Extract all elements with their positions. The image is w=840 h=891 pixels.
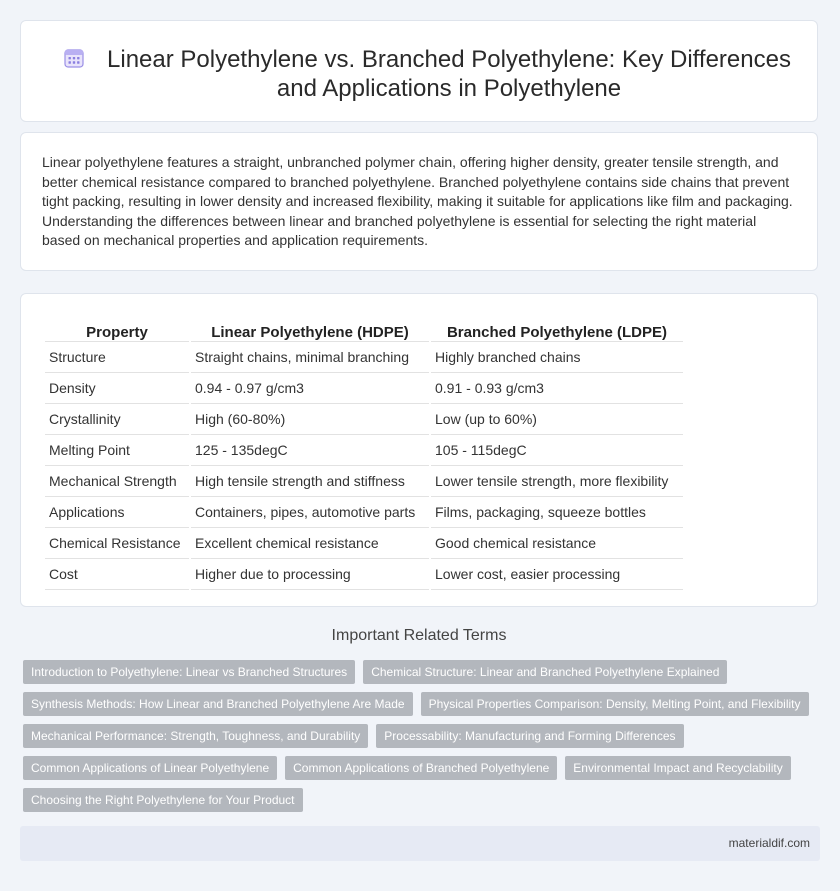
comparison-table <box>43 313 685 590</box>
table-cell: Films, packaging, squeeze bottles <box>431 497 683 528</box>
table-cell: High (60-80%) <box>191 404 429 435</box>
table-row <box>45 528 683 559</box>
table-cell: 105 - 115degC <box>431 435 683 466</box>
table-cell: Mechanical Strength <box>45 466 189 497</box>
related-term-link[interactable]: Physical Properties Comparison: Density, Melting Point, and Flexibility <box>421 692 809 716</box>
related-terms-list <box>23 660 813 812</box>
page-title: Linear Polyethylene vs. Branched Polyethylene: Key Differences and Applications in Polyethylene <box>107 46 791 102</box>
table-cell: Crystallinity <box>45 404 189 435</box>
table-cell: Lower tensile strength, more flexibility <box>431 466 683 497</box>
table-cell: Low (up to 60%) <box>431 404 683 435</box>
table-cell: 0.91 - 0.93 g/cm3 <box>431 373 683 404</box>
related-term-link[interactable]: Common Applications of Linear Polyethylene <box>23 756 277 780</box>
table-row <box>45 497 683 528</box>
related-term-link[interactable]: Processability: Manufacturing and Forming Differences <box>376 724 683 748</box>
calendar-icon <box>63 47 85 69</box>
table-cell: Straight chains, minimal branching <box>191 342 429 373</box>
site-name[interactable]: materialdif.com <box>728 836 810 850</box>
table-row <box>45 559 683 590</box>
table-cell: Structure <box>45 342 189 373</box>
table-cell: High tensile strength and stiffness <box>191 466 429 497</box>
table-cell: Melting Point <box>45 435 189 466</box>
table-row <box>45 435 683 466</box>
table-cell: Lower cost, easier processing <box>431 559 683 590</box>
header-linear: Linear Polyethylene (HDPE) <box>191 313 429 342</box>
title-card <box>20 20 818 122</box>
table-cell: Good chemical resistance <box>431 528 683 559</box>
table-cell: Density <box>45 373 189 404</box>
related-term-link[interactable]: Environmental Impact and Recyclability <box>565 756 790 780</box>
header-branched: Branched Polyethylene (LDPE) <box>431 313 683 342</box>
related-term-link[interactable]: Synthesis Methods: How Linear and Branched Polyethylene Are Made <box>23 692 413 716</box>
table-row <box>45 373 683 404</box>
comparison-table-card <box>20 293 818 607</box>
table-row <box>45 342 683 373</box>
intro-paragraph: Linear polyethylene features a straight, unbranched polymer chain, offering higher density, greater tensile strength, and better chemical resistance compared to branched polyethylene. Branched polyethylene contains side chains that prevent tight packing, resulting in lower density and increased flexibility, making it suitable for applications like film and packaging. Understanding the differences between linear and branched polyethylene is essential for selecting the right material based on mechanical properties and application requirements. <box>42 154 793 248</box>
footer-bar <box>20 826 820 861</box>
related-term-link[interactable]: Common Applications of Branched Polyethylene <box>285 756 557 780</box>
table-cell: Chemical Resistance <box>45 528 189 559</box>
table-row <box>45 466 683 497</box>
table-cell: 125 - 135degC <box>191 435 429 466</box>
intro-card <box>20 132 818 271</box>
table-row <box>45 404 683 435</box>
related-term-link[interactable]: Introduction to Polyethylene: Linear vs Branched Structures <box>23 660 355 684</box>
related-terms-heading: Important Related Terms <box>331 627 507 644</box>
related-term-link[interactable]: Choosing the Right Polyethylene for Your Product <box>23 788 303 812</box>
table-header-row <box>45 313 683 342</box>
table-cell: Excellent chemical resistance <box>191 528 429 559</box>
table-cell: Applications <box>45 497 189 528</box>
table-cell: Cost <box>45 559 189 590</box>
related-term-link[interactable]: Mechanical Performance: Strength, Toughness, and Durability <box>23 724 368 748</box>
table-cell: Higher due to processing <box>191 559 429 590</box>
table-cell: 0.94 - 0.97 g/cm3 <box>191 373 429 404</box>
table-cell: Containers, pipes, automotive parts <box>191 497 429 528</box>
related-term-link[interactable]: Chemical Structure: Linear and Branched Polyethylene Explained <box>363 660 727 684</box>
table-cell: Highly branched chains <box>431 342 683 373</box>
header-property: Property <box>45 313 189 342</box>
